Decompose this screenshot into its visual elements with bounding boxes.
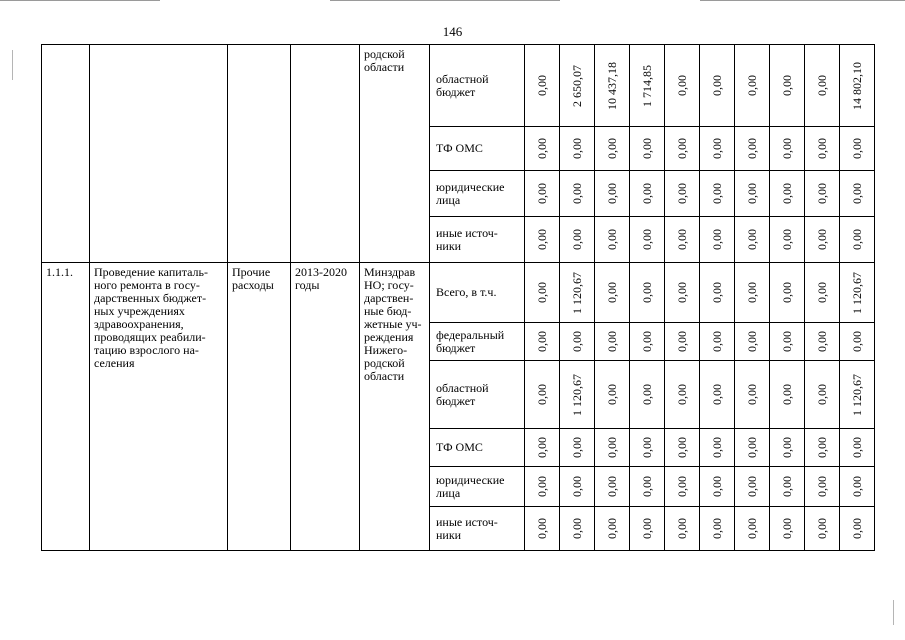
expense-category: Прочие расходы <box>228 263 291 551</box>
category-cell <box>228 45 291 263</box>
funding-source: областной бюджет <box>430 45 525 127</box>
value-cell: 0,00 <box>840 323 875 361</box>
value-cell: 0,00 <box>595 263 630 323</box>
value-cell: 0,00 <box>700 171 735 217</box>
value-cell: 0,00 <box>595 361 630 429</box>
value-cell: 0,00 <box>700 323 735 361</box>
value-cell: 0,00 <box>665 467 700 507</box>
value-cell: 0,00 <box>665 323 700 361</box>
value-cell: 0,00 <box>665 127 700 171</box>
value-cell: 0,00 <box>560 171 595 217</box>
value-cell: 0,00 <box>525 361 560 429</box>
value-cell: 0,00 <box>665 507 700 551</box>
value-cell: 0,00 <box>805 467 840 507</box>
value-cell: 14 802,10 <box>840 45 875 127</box>
value-cell: 0,00 <box>840 467 875 507</box>
value-cell: 0,00 <box>595 127 630 171</box>
scan-edge-line <box>700 0 905 1</box>
value-cell: 0,00 <box>630 361 665 429</box>
value-cell: 0,00 <box>735 45 770 127</box>
value-cell: 0,00 <box>525 263 560 323</box>
scan-edge-mark <box>893 600 894 625</box>
value-cell: 0,00 <box>840 429 875 467</box>
value-cell: 2 650,07 <box>560 45 595 127</box>
value-cell: 0,00 <box>840 507 875 551</box>
table-row <box>42 263 875 323</box>
value-cell: 0,00 <box>735 323 770 361</box>
value-cell: 0,00 <box>770 263 805 323</box>
funding-source: иные источ- ники <box>430 217 525 263</box>
value-cell: 0,00 <box>630 127 665 171</box>
measure-name-cell <box>90 45 228 263</box>
funding-source: ТФ ОМС <box>430 127 525 171</box>
value-cell: 0,00 <box>595 323 630 361</box>
value-cell: 0,00 <box>630 507 665 551</box>
value-cell: 0,00 <box>665 217 700 263</box>
funding-source: областной бюджет <box>430 361 525 429</box>
value-cell: 0,00 <box>630 467 665 507</box>
value-cell: 0,00 <box>525 467 560 507</box>
value-cell: 0,00 <box>700 429 735 467</box>
value-cell: 0,00 <box>525 217 560 263</box>
value-cell: 0,00 <box>560 429 595 467</box>
page-number: 146 <box>442 24 463 39</box>
funding-source: юридические лица <box>430 467 525 507</box>
value-cell: 0,00 <box>630 429 665 467</box>
value-cell: 0,00 <box>665 45 700 127</box>
value-cell: 0,00 <box>805 217 840 263</box>
value-cell: 0,00 <box>630 263 665 323</box>
value-cell: 0,00 <box>595 217 630 263</box>
value-cell: 0,00 <box>630 217 665 263</box>
value-cell: 0,00 <box>560 217 595 263</box>
value-cell: 10 437,18 <box>595 45 630 127</box>
value-cell: 1 120,67 <box>840 361 875 429</box>
value-cell: 0,00 <box>595 507 630 551</box>
value-cell: 0,00 <box>805 127 840 171</box>
value-cell: 0,00 <box>770 127 805 171</box>
value-cell: 0,00 <box>805 263 840 323</box>
value-cell: 0,00 <box>525 507 560 551</box>
value-cell: 0,00 <box>770 45 805 127</box>
value-cell: 1 120,67 <box>560 263 595 323</box>
value-cell: 0,00 <box>560 323 595 361</box>
value-cell: 0,00 <box>595 467 630 507</box>
value-cell: 0,00 <box>700 361 735 429</box>
value-cell: 0,00 <box>770 361 805 429</box>
value-cell: 0,00 <box>735 467 770 507</box>
executor-cell: родской области <box>360 45 430 263</box>
value-cell: 0,00 <box>735 127 770 171</box>
value-cell: 0,00 <box>595 171 630 217</box>
executor: Минздрав НО; госу- дарствен- ные бюд- жетные уч- реждения Нижего- родской области <box>360 263 430 551</box>
value-cell: 0,00 <box>735 263 770 323</box>
value-cell: 0,00 <box>735 361 770 429</box>
funding-source: юридические лица <box>430 171 525 217</box>
value-cell: 0,00 <box>630 323 665 361</box>
measure-name: Проведение капиталь- ного ремонта в госу- дарственных бюджет- ных учреждениях здравоохранения, проводящих реабили- тацию взрослого на- селения <box>90 263 228 551</box>
budget-table <box>41 44 875 551</box>
scan-edge-mark <box>12 50 13 80</box>
implementation-period: 2013-2020 годы <box>291 263 360 551</box>
value-cell: 0,00 <box>735 507 770 551</box>
value-cell: 0,00 <box>560 467 595 507</box>
funding-source: Всего, в т.ч. <box>430 263 525 323</box>
value-cell: 0,00 <box>840 127 875 171</box>
value-cell: 0,00 <box>665 429 700 467</box>
value-cell: 0,00 <box>630 171 665 217</box>
value-cell: 0,00 <box>735 217 770 263</box>
value-cell: 0,00 <box>840 217 875 263</box>
scan-edge-line <box>330 0 560 1</box>
value-cell: 0,00 <box>665 361 700 429</box>
value-cell: 0,00 <box>735 429 770 467</box>
value-cell: 0,00 <box>665 263 700 323</box>
value-cell: 0,00 <box>525 429 560 467</box>
value-cell: 0,00 <box>700 263 735 323</box>
measure-number: 1.1.1. <box>42 263 90 551</box>
value-cell: 0,00 <box>805 323 840 361</box>
value-cell: 0,00 <box>665 171 700 217</box>
value-cell: 0,00 <box>805 45 840 127</box>
value-cell: 0,00 <box>525 171 560 217</box>
value-cell: 0,00 <box>700 45 735 127</box>
value-cell: 0,00 <box>770 467 805 507</box>
value-cell: 1 714,85 <box>630 45 665 127</box>
funding-source: федеральный бюджет <box>430 323 525 361</box>
table-row <box>42 45 875 127</box>
value-cell: 0,00 <box>700 467 735 507</box>
value-cell: 0,00 <box>700 217 735 263</box>
value-cell: 0,00 <box>805 361 840 429</box>
measure-number-cell <box>42 45 90 263</box>
value-cell: 0,00 <box>525 323 560 361</box>
value-cell: 1 120,67 <box>560 361 595 429</box>
value-cell: 0,00 <box>770 171 805 217</box>
value-cell: 0,00 <box>525 127 560 171</box>
value-cell: 0,00 <box>805 171 840 217</box>
scan-edge-line <box>0 0 160 1</box>
value-cell: 0,00 <box>805 507 840 551</box>
value-cell: 0,00 <box>560 507 595 551</box>
funding-source: ТФ ОМС <box>430 429 525 467</box>
value-cell: 0,00 <box>560 127 595 171</box>
period-cell <box>291 45 360 263</box>
value-cell: 0,00 <box>770 429 805 467</box>
value-cell: 1 120,67 <box>840 263 875 323</box>
value-cell: 0,00 <box>700 507 735 551</box>
value-cell: 0,00 <box>770 217 805 263</box>
value-cell: 0,00 <box>595 429 630 467</box>
value-cell: 0,00 <box>770 323 805 361</box>
value-cell: 0,00 <box>525 45 560 127</box>
value-cell: 0,00 <box>840 171 875 217</box>
funding-source: иные источ- ники <box>430 507 525 551</box>
value-cell: 0,00 <box>735 171 770 217</box>
value-cell: 0,00 <box>700 127 735 171</box>
value-cell: 0,00 <box>805 429 840 467</box>
value-cell: 0,00 <box>770 507 805 551</box>
